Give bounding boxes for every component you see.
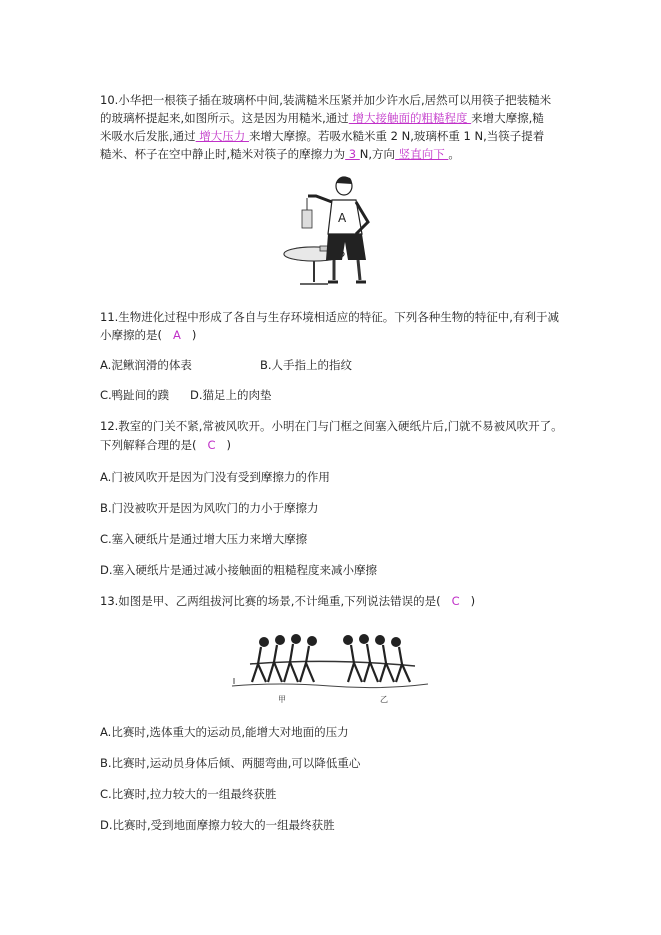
q10-text: 来增大摩擦。若吸水糙米重 2 N,玻璃杯重 1 N,当筷子提着: [248, 129, 545, 143]
q10-line-3: [100, 128, 544, 144]
q11-option-d: D.猫足上的肉垫: [190, 388, 272, 402]
q10-line-2: [100, 110, 544, 126]
q11-line-1: 11.生物进化过程中形成了各自与生存环境相适应的特征。下列各种生物的特征中,有利于减: [100, 310, 559, 324]
q10-answer-4: 竖直向下: [395, 147, 449, 161]
q13-option-b: B.比赛时,运动员身体后倾、两腿弯曲,可以降低重心: [100, 756, 361, 770]
q13-option-c: C.比赛时,拉力较大的一组最终获胜: [100, 787, 277, 801]
q10-answer-3: 3: [345, 147, 360, 161]
q12-option-a: A.门被风吹开是因为门没有受到摩擦力的作用: [100, 470, 330, 484]
svg-text:A: A: [338, 211, 347, 225]
q10-text: 的玻璃杯提起来,如图所示。这是因为用糙米,通过: [100, 111, 349, 125]
q10-line-4: [100, 146, 460, 162]
q12-option-d: D.塞入硬纸片是通过减小接触面的粗糙程度来减小摩擦: [100, 563, 378, 577]
q12-option-c: C.塞入硬纸片是通过增大压力来增大摩擦: [100, 532, 308, 546]
q12-line-1: 12.教室的门关不紧,常被风吹开。小明在门与门框之间塞入硬纸片后,门就不易被风吹开了。: [100, 419, 563, 433]
q13-text: ): [470, 594, 476, 608]
q13-option-a: A.比赛时,选体重大的运动员,能增大对地面的压力: [100, 725, 349, 739]
q12-text: 下列解释合理的是(: [100, 438, 197, 452]
q13-option-d: D.比赛时,受到地面摩擦力较大的一组最终获胜: [100, 818, 335, 832]
q12-line-2: [100, 437, 231, 453]
q10-text: 来增大摩擦,糙: [471, 111, 544, 125]
label-jia: 甲: [278, 695, 286, 704]
q13-line-1: [100, 593, 475, 609]
q10-text: 。: [448, 147, 460, 161]
q11-answer: A: [172, 328, 181, 342]
q11-option-b: B.人手指上的指纹: [260, 358, 353, 372]
q11-text: 小摩擦的是(: [100, 328, 162, 342]
q12-text: ): [226, 438, 231, 452]
q10-text: N,方向: [359, 147, 396, 161]
q10-answer-1: 增大接触面的粗糙程度: [348, 111, 472, 125]
q11-option-a: A.泥鳅润滑的体表: [100, 358, 192, 372]
q13-figure-tug-of-war: [230, 626, 430, 706]
q10-answer-2: 增大压力: [195, 129, 249, 143]
q13-text: 13.如图是甲、乙两组拔河比赛的场景,不计绳重,下列说法错误的是(: [100, 594, 441, 608]
q10-text: 米吸水后发胀,通过: [100, 129, 196, 143]
team-yi-figures: [344, 635, 411, 683]
label-yi: 乙: [380, 695, 388, 704]
q11-option-c: C.鸭趾间的蹼: [100, 388, 170, 402]
q10-line-1: 10.小华把一根筷子插在玻璃杯中间,装满糙米压紧并加少许水后,居然可以用筷子把装糙米: [100, 93, 552, 107]
q12-option-b: B.门没被吹开是因为风吹门的力小于摩擦力: [100, 501, 319, 515]
q12-answer: C: [207, 438, 216, 452]
q10-figure-man-with-cup: [280, 170, 390, 288]
q11-text: ): [191, 328, 197, 342]
q11-line-2: [100, 327, 196, 343]
team-jia-figures: [252, 635, 317, 683]
q13-answer: C: [451, 594, 460, 608]
q10-text: 糙米、杯子在空中静止时,糙米对筷子的摩擦力为: [100, 147, 346, 161]
